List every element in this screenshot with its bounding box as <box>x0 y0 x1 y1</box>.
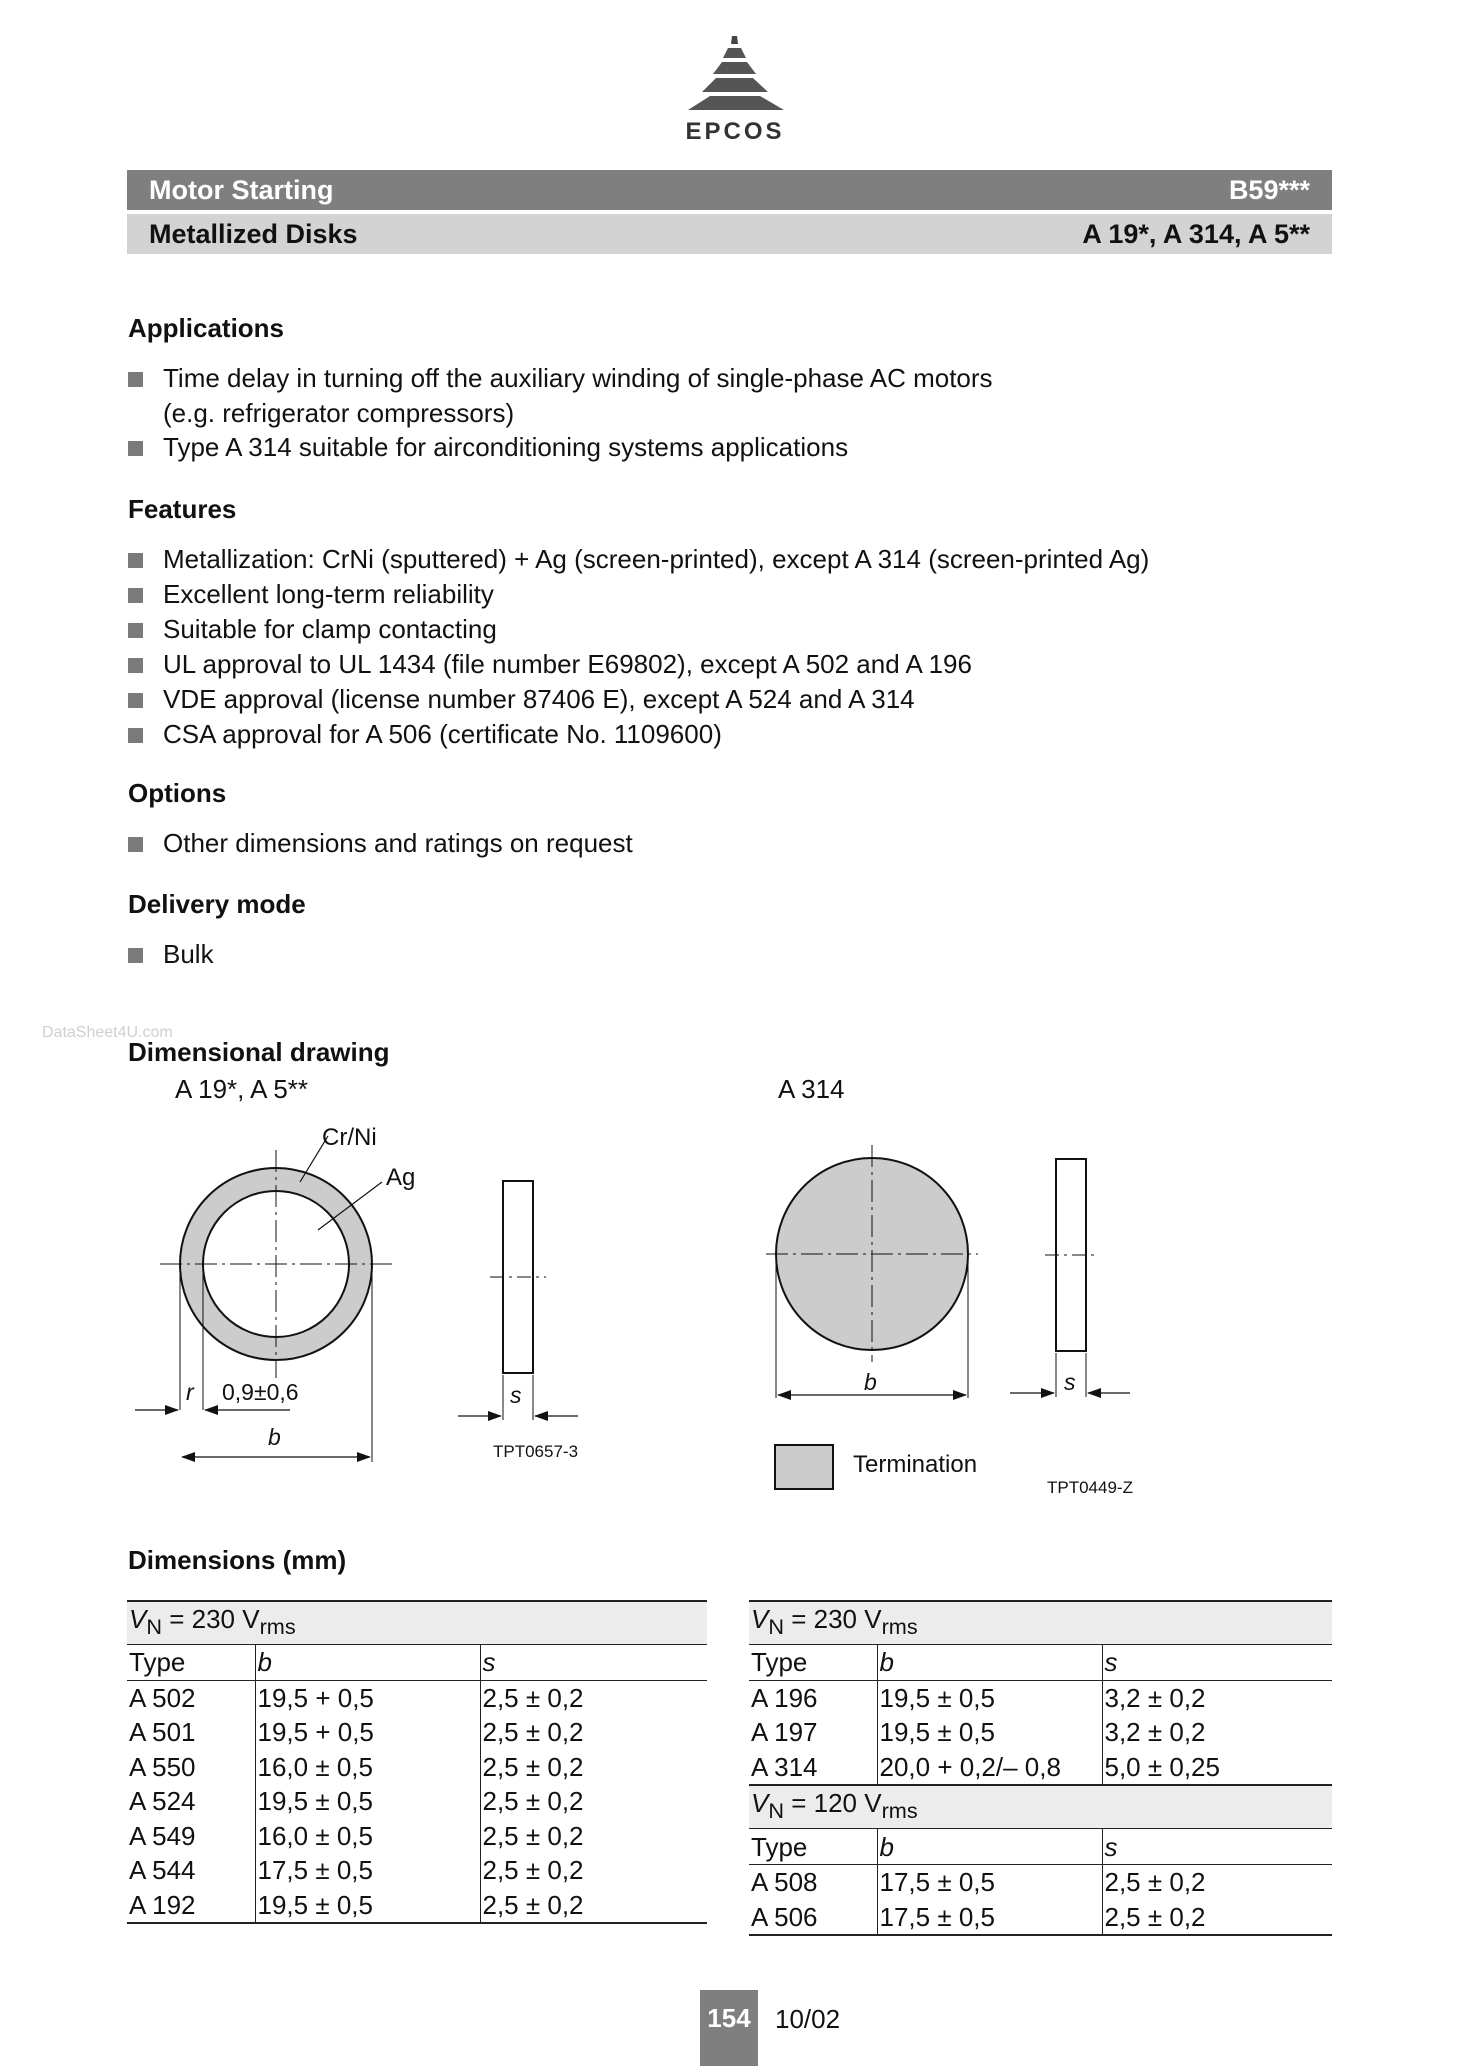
voltage-cell: $V_N = 230$ $V_{rms}$ <box>127 1601 707 1645</box>
table-row: A 501 19,5 + 0,5 2,5 ± 0,2 <box>127 1715 707 1750</box>
product-types: A 19*, A 314, A 5** <box>1082 218 1310 249</box>
bullet-icon <box>128 658 143 673</box>
table-row: A 314 20,0 + 0,2/– 0,8 5,0 ± 0,25 <box>749 1750 1332 1786</box>
disk-side-view-drawing <box>1010 1159 1130 1397</box>
termination-swatch <box>775 1445 833 1489</box>
voltage-row <box>749 1601 1332 1645</box>
table-row: A 502 19,5 + 0,5 2,5 ± 0,2 <box>127 1680 707 1715</box>
bullet-icon <box>128 588 143 603</box>
delivery-list <box>128 937 214 972</box>
table-row: A 544 17,5 ± 0,5 2,5 ± 0,2 <box>127 1853 707 1888</box>
table-row: A 197 19,5 ± 0,5 3,2 ± 0,2 <box>749 1715 1332 1750</box>
table-row: A 192 19,5 ± 0,5 2,5 ± 0,2 <box>127 1888 707 1924</box>
list-item: Type A 314 suitable for airconditioning systems applications <box>128 430 993 465</box>
drawing-code-left: TPT0657-3 <box>493 1442 579 1461</box>
table-header-row: Type b s <box>749 1645 1332 1681</box>
table-row: A 508 17,5 ± 0,5 2,5 ± 0,2 <box>749 1864 1332 1899</box>
table-header-row: Type b s <box>749 1829 1332 1865</box>
logo-text: EPCOS <box>685 118 785 145</box>
dimensional-drawing <box>0 1100 1458 1520</box>
voltage-row <box>749 1785 1332 1829</box>
ring-disk-drawing <box>135 1136 392 1462</box>
bullet-icon <box>128 623 143 638</box>
list-item: UL approval to UL 1434 (file number E69802), except A 502 and A 196 <box>128 647 1149 682</box>
s-label-right: s <box>1064 1369 1076 1395</box>
list-item: Suitable for clamp contacting <box>128 612 1149 647</box>
dimensions-heading: Dimensions (mm) <box>128 1545 347 1575</box>
dimensions-table-left <box>127 1600 707 1924</box>
bullet-icon <box>128 728 143 743</box>
drawing-caption-right: A 314 <box>778 1074 845 1104</box>
list-item: Bulk <box>128 937 214 972</box>
voltage-cell: $V_N = 120$ $V_{rms}$ <box>749 1785 1332 1829</box>
list-item: (e.g. refrigerator compressors) <box>163 398 515 428</box>
r-label: r <box>186 1379 194 1405</box>
watermark-text: DataSheet4U.com <box>42 1024 173 1041</box>
features-heading: Features <box>128 494 237 524</box>
bullet-icon <box>128 441 143 456</box>
crni-label: Cr/Ni <box>322 1124 377 1151</box>
table-header-row: Type b s <box>127 1645 707 1681</box>
bullet-icon <box>128 693 143 708</box>
b-label-right: b <box>864 1369 877 1395</box>
dimensions-table-right <box>749 1600 1332 1936</box>
drawing-heading: Dimensional drawing <box>128 1037 390 1067</box>
page-date: 10/02 <box>775 2004 841 2034</box>
tolerance-label: 0,9±0,6 <box>222 1379 299 1405</box>
applications-list <box>128 361 993 465</box>
full-disk-drawing <box>766 1145 978 1398</box>
table-row: A 506 17,5 ± 0,5 2,5 ± 0,2 <box>749 1899 1332 1935</box>
delivery-heading: Delivery mode <box>128 889 306 919</box>
product-code: B59*** <box>1228 174 1310 205</box>
options-heading: Options <box>128 778 227 808</box>
b-label-left: b <box>268 1424 281 1450</box>
list-item: Excellent long-term reliability <box>128 577 1149 612</box>
options-list <box>128 826 633 861</box>
list-item: Metallization: CrNi (sputtered) + Ag (screen-printed), except A 314 (screen-printed Ag) <box>128 542 1149 577</box>
applications-heading: Applications <box>128 313 285 343</box>
list-item: CSA approval for A 506 (certificate No. 1109600) <box>128 717 1149 752</box>
features-list <box>128 542 1149 752</box>
table-row: A 549 16,0 ± 0,5 2,5 ± 0,2 <box>127 1819 707 1854</box>
bullet-icon <box>128 553 143 568</box>
termination-label: Termination <box>853 1451 978 1478</box>
bullet-icon <box>128 372 143 387</box>
bullet-icon <box>128 837 143 852</box>
drawing-code-right: TPT0449-Z <box>1047 1478 1133 1497</box>
drawing-caption-left: A 19*, A 5** <box>175 1074 309 1104</box>
voltage-row <box>127 1601 707 1645</box>
category-title: Motor Starting <box>149 174 334 205</box>
table-row: A 550 16,0 ± 0,5 2,5 ± 0,2 <box>127 1750 707 1785</box>
list-item: Other dimensions and ratings on request <box>128 826 633 861</box>
s-label-left: s <box>510 1382 522 1408</box>
table-row: A 524 19,5 ± 0,5 2,5 ± 0,2 <box>127 1784 707 1819</box>
table-row: A 196 19,5 ± 0,5 3,2 ± 0,2 <box>749 1680 1332 1715</box>
title-bar <box>127 170 1332 210</box>
subtitle-bar <box>127 214 1332 254</box>
voltage-cell: $V_N = 230$ $V_{rms}$ <box>749 1601 1332 1645</box>
list-item: Time delay in turning off the auxiliary winding of single-phase AC motors <box>128 361 993 396</box>
page-number: 154 <box>700 1990 758 2066</box>
product-title: Metallized Disks <box>149 218 358 249</box>
list-item: VDE approval (license number 87406 E), except A 524 and A 314 <box>128 682 1149 717</box>
bullet-icon <box>128 948 143 963</box>
ag-label: Ag <box>386 1164 416 1191</box>
